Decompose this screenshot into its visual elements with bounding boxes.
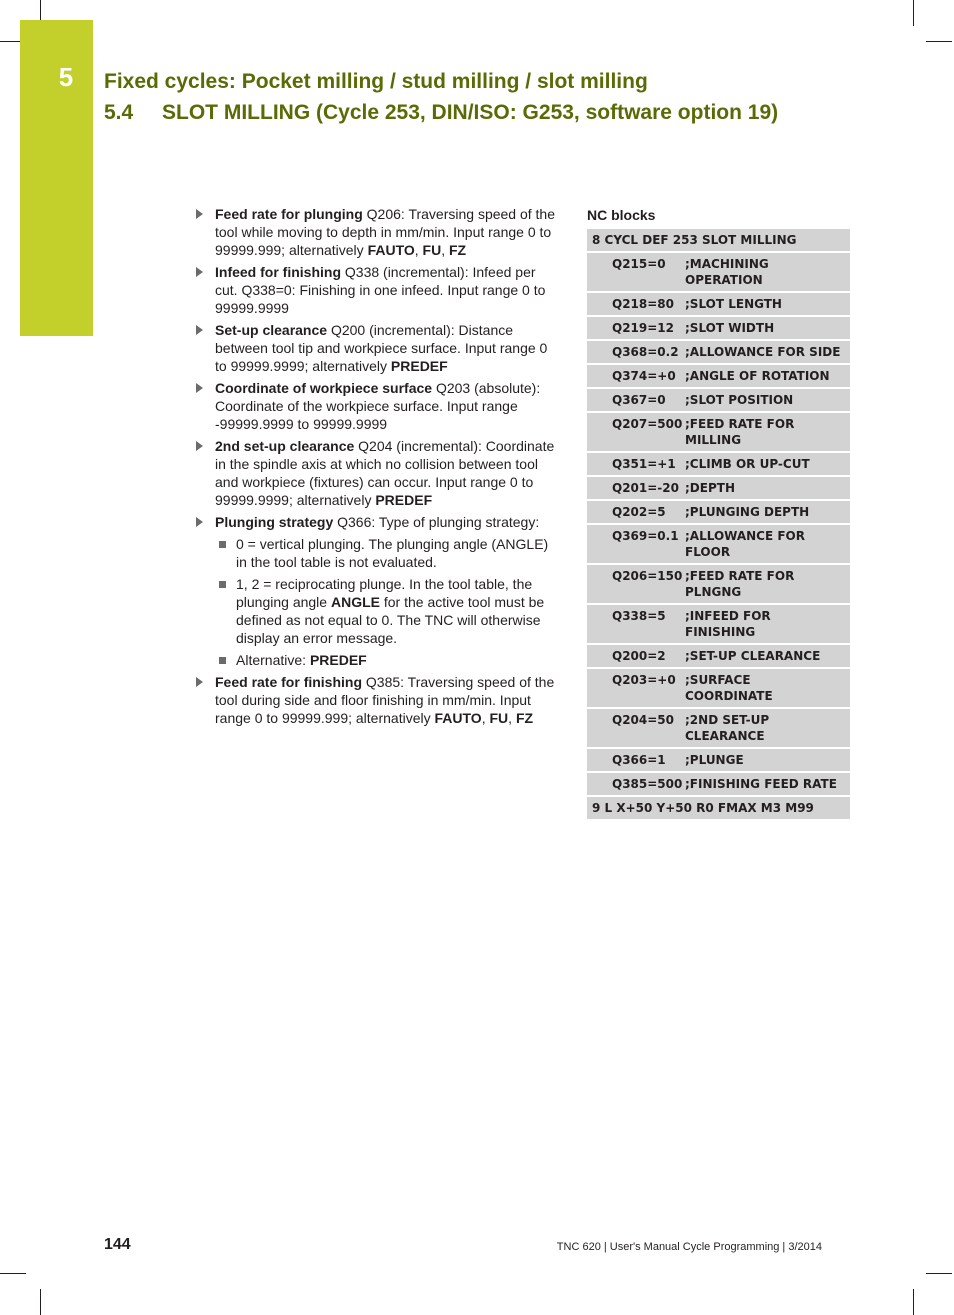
crop-mark <box>0 1273 26 1274</box>
param-option: FZ <box>515 710 534 726</box>
nc-row <box>587 316 850 340</box>
param-label: Infeed for finishing <box>215 264 341 280</box>
nc-row <box>587 229 850 252</box>
strategy-option <box>196 535 558 571</box>
strategy-option <box>196 575 558 647</box>
nc-comment: ;FEED RATE FOR MILLING <box>685 412 850 452</box>
arrow-bullet-icon <box>196 325 203 335</box>
crop-mark <box>913 1289 914 1315</box>
nc-cycle-def: 8 CYCL DEF 253 SLOT MILLING <box>587 229 850 252</box>
nc-row <box>587 412 850 452</box>
crop-mark <box>926 1273 952 1274</box>
param-option: FAUTO <box>367 242 415 258</box>
nc-row <box>587 748 850 772</box>
nc-comment: ;CLIMB OR UP-CUT <box>685 452 850 476</box>
param-desc: Q200 (incremental): Distance between tool tip and workpiece surface. Input range 0 to 99999.9999; alternatively <box>215 322 548 374</box>
chapter-tab <box>20 20 93 336</box>
chapter-number: 5 <box>58 62 74 92</box>
param-item <box>196 263 558 317</box>
nc-param: Q338=5 <box>587 604 685 644</box>
nc-param: Q218=80 <box>587 292 685 316</box>
nc-row <box>587 644 850 668</box>
nc-comment: ;SET-UP CLEARANCE <box>685 644 850 668</box>
nc-row <box>587 524 850 564</box>
nc-row <box>587 604 850 644</box>
param-option: FZ <box>449 242 467 258</box>
square-bullet-icon <box>219 581 226 588</box>
nc-comment: ;ALLOWANCE FOR FLOOR <box>685 524 850 564</box>
param-item <box>196 321 558 375</box>
nc-comment: ;PLUNGE <box>685 748 850 772</box>
nc-positioning-block: 9 L X+50 Y+50 R0 FMAX M3 M99 <box>587 796 850 820</box>
arrow-bullet-icon <box>196 517 203 527</box>
nc-row <box>587 388 850 412</box>
nc-param: Q368=0.2 <box>587 340 685 364</box>
nc-row <box>587 708 850 748</box>
param-option: PREDEF <box>375 492 433 508</box>
chapter-title: Fixed cycles: Pocket milling / stud milling / slot milling <box>104 70 648 93</box>
nc-blocks-title: NC blocks <box>587 207 656 223</box>
strategy-option <box>196 651 558 669</box>
nc-row <box>587 452 850 476</box>
param-item: Feed rate for finishing Q385: Traversing speed of the tool during side and floor finishing in mm/min. Input range 0 to 99999.999; alternatively FAUTO, FU, FZ <box>196 673 558 727</box>
nc-param: Q202=5 <box>587 500 685 524</box>
param-option: PREDEF <box>390 358 448 374</box>
nc-comment: ;ALLOWANCE FOR SIDE <box>685 340 850 364</box>
nc-param: Q215=0 <box>587 252 685 292</box>
parameter-list <box>196 205 558 731</box>
param-desc: Q366: Type of plunging strategy: <box>333 514 540 530</box>
nc-comment: ;ANGLE OF ROTATION <box>685 364 850 388</box>
nc-comment: ;MACHINING OPERATION <box>685 252 850 292</box>
nc-comment: ;PLUNGING DEPTH <box>685 500 850 524</box>
nc-param: Q366=1 <box>587 748 685 772</box>
square-bullet-icon <box>219 657 226 664</box>
nc-comment: ;SURFACE COORDINATE <box>685 668 850 708</box>
arrow-bullet-icon <box>196 209 203 219</box>
param-option: FAUTO <box>434 710 482 726</box>
nc-row <box>587 564 850 604</box>
strategy-option-text: Alternative: <box>236 652 310 668</box>
nc-row <box>587 340 850 364</box>
param-item <box>196 379 558 433</box>
strategy-option-bold: PREDEF <box>309 652 367 668</box>
nc-row <box>587 668 850 708</box>
param-option: FU <box>422 242 442 258</box>
nc-comment: ;SLOT LENGTH <box>685 292 850 316</box>
nc-comment: ;INFEED FOR FINISHING <box>685 604 850 644</box>
nc-row <box>587 364 850 388</box>
param-label: Set-up clearance <box>215 322 328 338</box>
crop-mark <box>913 0 914 26</box>
nc-row <box>587 500 850 524</box>
param-desc: Q338 (incremental): Infeed per cut. Q338=0: Finishing in one infeed. Input range 0 to 99999.9999 <box>215 264 546 316</box>
nc-comment: ;DEPTH <box>685 476 850 500</box>
nc-row <box>587 252 850 292</box>
param-label: 2nd set-up clearance <box>215 438 355 454</box>
nc-param: Q201=-20 <box>587 476 685 500</box>
nc-comment: ;SLOT WIDTH <box>685 316 850 340</box>
nc-comment: ;SLOT POSITION <box>685 388 850 412</box>
param-desc: Q385: Traversing speed of the tool during side and floor finishing in mm/min. Input range 0 to 99999.999; alternatively <box>215 674 555 726</box>
arrow-bullet-icon <box>196 267 203 277</box>
param-option: FU <box>489 710 509 726</box>
param-item <box>196 437 558 509</box>
nc-param: Q219=12 <box>587 316 685 340</box>
crop-mark <box>40 1289 41 1315</box>
param-item: Feed rate for plunging Q206: Traversing speed of the tool while moving to depth in mm/min. Input range 0 to 99999.999; alternatively FAUTO, FU, FZ <box>196 205 558 259</box>
param-label: Feed rate for finishing <box>215 674 363 690</box>
strategy-option-text: 0 = vertical plunging. The plunging angle (ANGLE) in the tool table is not evaluated. <box>236 536 549 570</box>
nc-param: Q200=2 <box>587 644 685 668</box>
arrow-bullet-icon <box>196 441 203 451</box>
param-desc: Q204 (incremental): Coordinate in the spindle axis at which no collision between tool and workpiece (fixtures) can occur. Input range 0 to 99999.9999; alternatively <box>215 438 555 508</box>
nc-comment: ;FINISHING FEED RATE <box>685 772 850 796</box>
nc-row <box>587 772 850 796</box>
section-title <box>104 101 778 125</box>
nc-param: Q206=150 <box>587 564 685 604</box>
arrow-bullet-icon <box>196 677 203 687</box>
param-desc: Q206: Traversing speed of the tool while moving to depth in mm/min. Input range 0 to 99999.999; alternatively <box>215 206 556 258</box>
nc-param: Q369=0.1 <box>587 524 685 564</box>
param-label: Feed rate for plunging <box>215 206 363 222</box>
nc-table <box>587 229 850 821</box>
nc-param: Q351=+1 <box>587 452 685 476</box>
section-title-text: SLOT MILLING (Cycle 253, DIN/ISO: G253, software option 19) <box>162 101 779 124</box>
arrow-bullet-icon <box>196 383 203 393</box>
page-number: 144 <box>104 1236 131 1253</box>
nc-comment: ;FEED RATE FOR PLNGNG <box>685 564 850 604</box>
crop-mark <box>926 41 952 42</box>
strategy-option-text: 1, 2 = reciprocating plunge. In the tool table, the plunging angle <box>236 576 533 610</box>
param-item <box>196 513 558 531</box>
nc-param: Q203=+0 <box>587 668 685 708</box>
nc-row <box>587 796 850 820</box>
square-bullet-icon <box>219 541 226 548</box>
param-label: Coordinate of workpiece surface <box>215 380 433 396</box>
nc-param: Q204=50 <box>587 708 685 748</box>
section-number: 5.4 <box>104 101 134 124</box>
strategy-option-bold: ANGLE <box>330 594 380 610</box>
nc-param: Q207=500 <box>587 412 685 452</box>
nc-param: Q367=0 <box>587 388 685 412</box>
nc-param: Q374=+0 <box>587 364 685 388</box>
param-desc: Q203 (absolute): Coordinate of the workpiece surface. Input range -99999.9999 to 99999.9999 <box>215 380 541 432</box>
nc-blocks <box>587 205 850 821</box>
nc-param: Q385=500 <box>587 772 685 796</box>
param-label: Plunging strategy <box>215 514 334 530</box>
nc-row <box>587 292 850 316</box>
nc-comment: ;2ND SET-UP CLEARANCE <box>685 708 850 748</box>
footer-text: TNC 620 | User's Manual Cycle Programming | 3/2014 <box>556 1241 822 1253</box>
nc-row <box>587 476 850 500</box>
strategy-option-text: for the active tool must be defined as not equal to 0. The TNC will otherwise display an error message. <box>236 594 545 646</box>
